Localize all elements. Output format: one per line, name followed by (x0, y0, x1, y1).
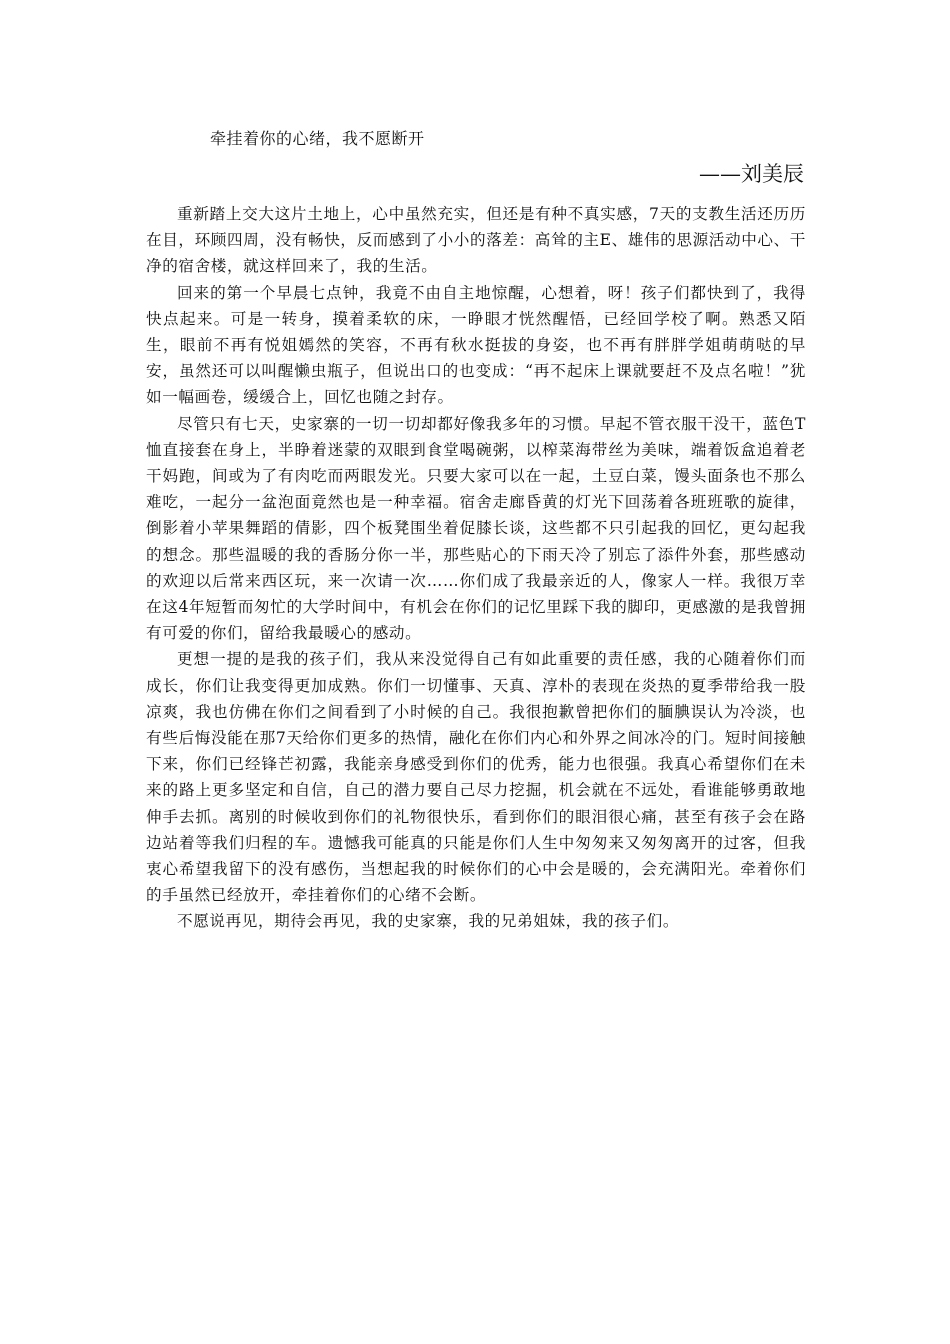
essay-author: ——刘美辰 (699, 162, 804, 186)
paragraph-1: 重新踏上交大这片土地上，心中虽然充实，但还是有种不真实感，7天的支教生活还历历在目，环顾四周，没有畅快，反而感到了小小的落差：高耸的主E、雄伟的思源活动中心、干净的宿舍楼，就这样回来了，我的生活。 (146, 205, 806, 276)
essay-title: 牵挂着你的心绪，我不愿断开 (210, 129, 425, 148)
paragraph-4: 更想一提的是我的孩子们，我从来没觉得自己有如此重要的责任感，我的心随着你们而成长，你们让我变得更加成熟。你们一切懂事、天真、淳朴的表现在炎热的夏季带给我一股凉爽，我也仿佛在你们之间看到了小时候的自己。我很抱歉曾把你们的腼腆误认为冷淡，也有些后悔没能在那7天给你们更多的热情，融化在你们内心和外界之间冰冷的门。短时间接触下来，你们已经锋芒初露，我能亲身感受到你们的优秀，能力也很强。我真心希望你们在未来的路上更多坚定和自信，自己的潜力要自己尽力挖掘，机会就在不远处，看谁能够勇敢地伸手去抓。离别的时候收到你们的礼物很快乐，看到你们的眼泪很心痛，甚至有孩子会在路边站着等我们归程的车。遗憾我可能真的只能是你们人生中匆匆来又匆匆离开的过客，但我衷心希望我留下的没有感伤，当想起我的时候你们的心中会是暖的，会充满阳光。牵着你们的手虽然已经放开，牵挂着你们的心绪不会断。 (146, 650, 806, 905)
paragraph-5: 不愿说再见，期待会再见，我的史家寨，我的兄弟姐妹，我的孩子们。 (177, 912, 680, 931)
essay-body (146, 201, 806, 935)
paragraph-3: 尽管只有七天，史家寨的一切一切却都好像我多年的习惯。早起不管衣服干没干，蓝色T恤直接套在身上，半睁着迷蒙的双眼到食堂喝碗粥，以榨菜海带丝为美味，端着饭盒追着老干妈跑，间或为了有肉吃而两眼发光。只要大家可以在一起，土豆白菜，馒头面条也不那么难吃，一起分一盆泡面竟然也是一种幸福。宿舍走廊昏黄的灯光下回荡着各班班歌的旋律，倒影着小苹果舞蹈的倩影，四个板凳围坐着促膝长谈，这些都不只引起我的回忆，更勾起我的想念。那些温暖的我的香肠分你一半，那些贴心的下雨天冷了别忘了添件外套，那些感动的欢迎以后常来西区玩，来一次请一次……你们成了我最亲近的人，像家人一样。我很万幸在这4年短暂而匆忙的大学时间中，有机会在你们的记忆里踩下我的脚印，更感激的是我曾拥有可爱的你们，留给我最暖心的感动。 (146, 414, 806, 643)
paragraph-2: 回来的第一个早晨七点钟，我竟不由自主地惊醒，心想着，呀！孩子们都快到了，我得快点起来。可是一转身，摸着柔软的床，一睁眼才恍然醒悟，已经回学校了啊。熟悉又陌生，眼前不再有悦姐嫣然的笑容，不再有秋水挺拔的身姿，也不再有胖胖学姐萌萌哒的早安，虽然还可以叫醒懒虫瓶子，但说出口的也变成：“再不起床上课就要赶不及点名啦！”犹如一幅画卷，缓缓合上，回忆也随之封存。 (146, 283, 806, 407)
